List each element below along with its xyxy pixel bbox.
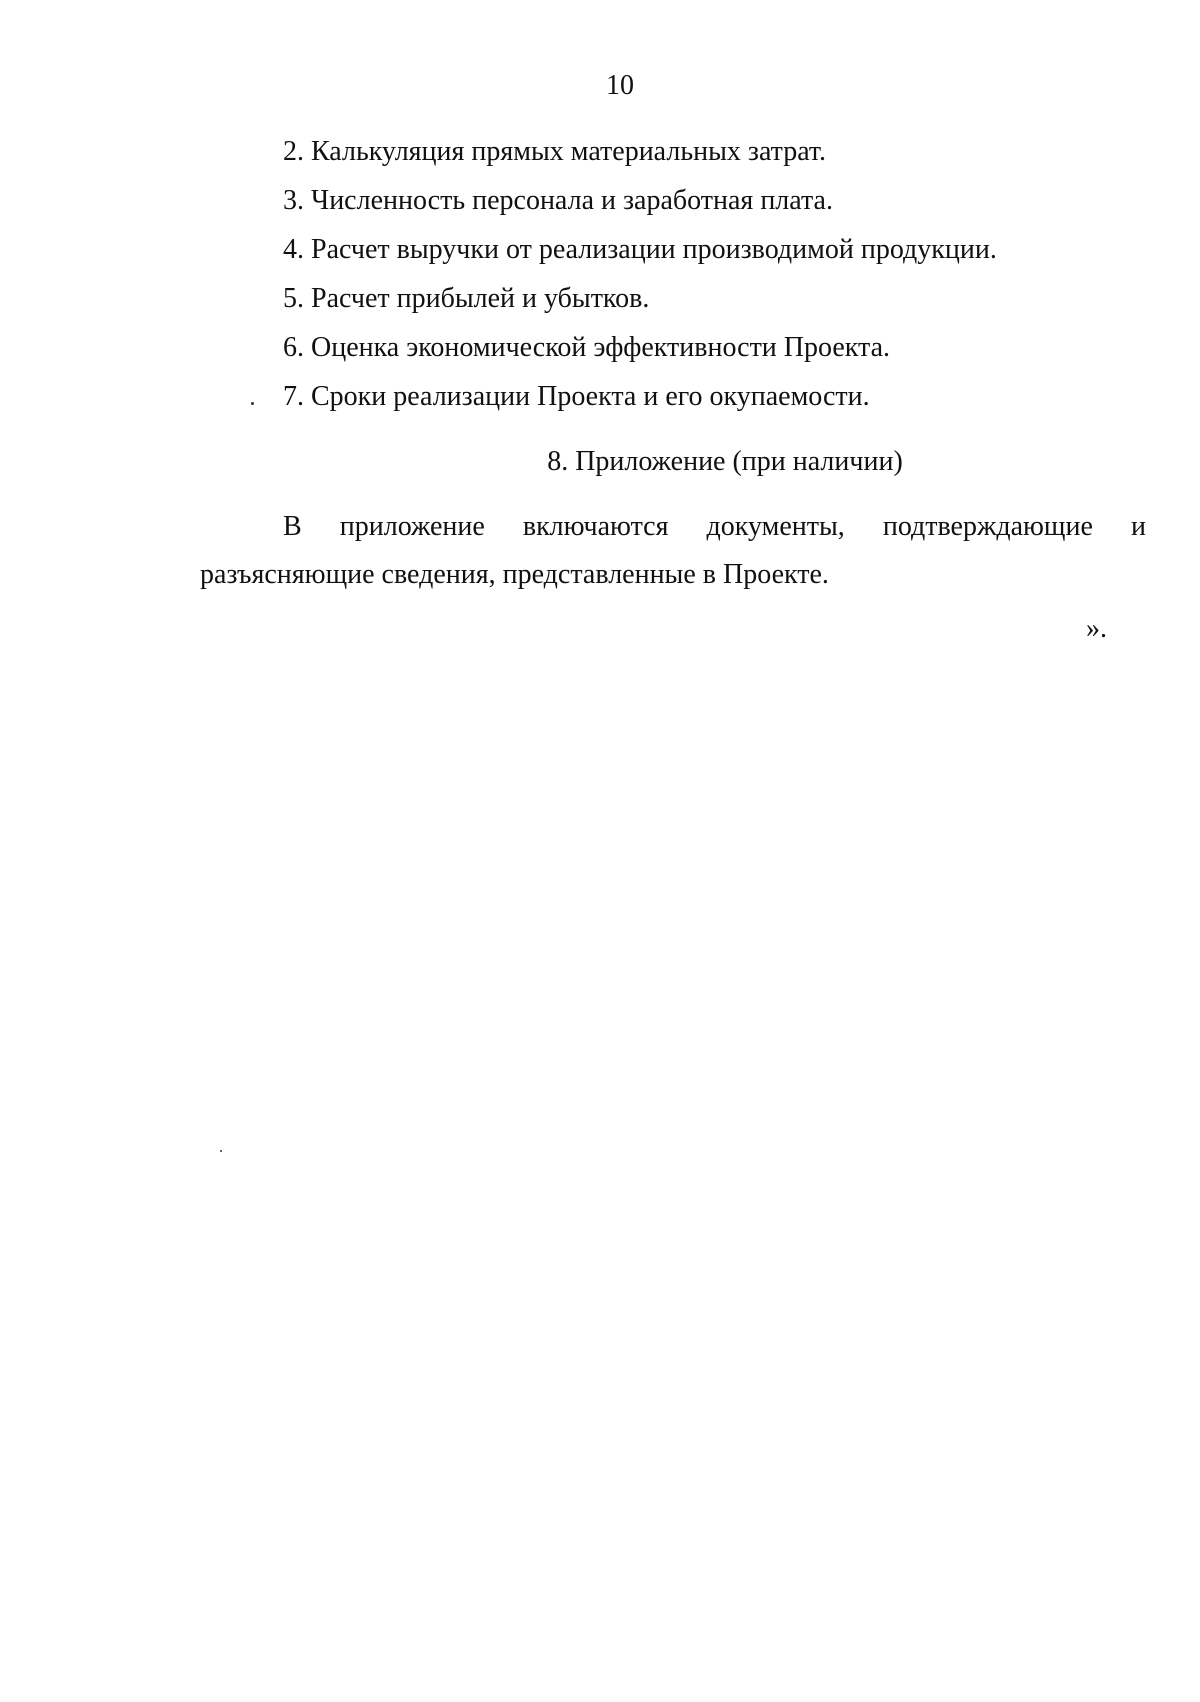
section-heading-text: 8. Приложение (при наличии) [547,446,903,477]
scan-speck [220,1150,222,1152]
closing-quote: ». [1086,613,1107,644]
paragraph-line-1 [283,508,1146,546]
list-item: 7. Сроки реализации Проекта и его окупаемости. [283,381,870,412]
list-item: 2. Калькуляция прямых материальных затрат. [283,136,827,167]
paragraph-word: приложение [339,511,485,542]
page-number: 10 [606,70,634,101]
paragraph-word: документы, [706,511,845,542]
paragraph-word: В [283,511,302,542]
paragraph-line-2: разъясняющие сведения, представленные в Проекте. [200,559,829,590]
paragraph-word: подтверждающие [882,511,1093,542]
section-list [283,133,1163,427]
section-heading [200,443,1146,481]
paragraph-word: включаются [522,511,669,542]
list-item: 6. Оценка экономической эффективности Проекта. [283,332,891,363]
paragraph-word: и [1130,511,1146,542]
scan-speck [251,402,254,405]
list-item: 4. Расчет выручки от реализации производимой продукции. [283,234,997,265]
list-item: 3. Численность персонала и заработная плата. [283,185,833,216]
list-item: 5. Расчет прибылей и убытков. [283,283,650,314]
